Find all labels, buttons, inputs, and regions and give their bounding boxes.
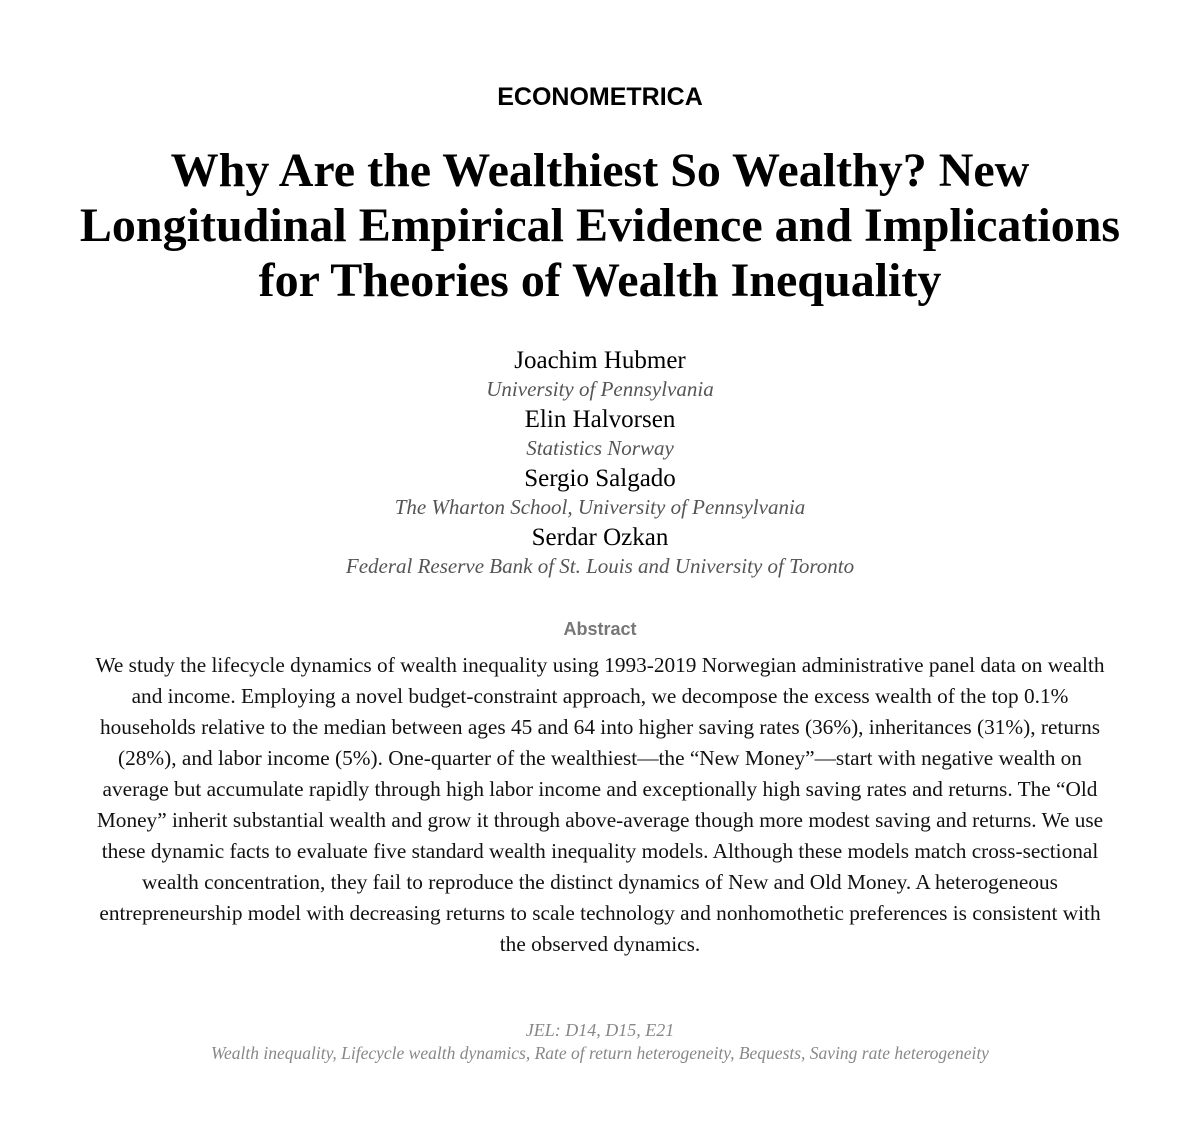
paper-title: Why Are the Wealthiest So Wealthy? New Longitudinal Empirical Evidence and Implications for Theories of Wealth Inequality [79, 144, 1121, 307]
author-name: Sergio Salgado [524, 465, 676, 492]
author-name: Serdar Ozkan [531, 524, 669, 551]
author-affiliation: Federal Reserve Bank of St. Louis and University of Toronto [345, 554, 855, 578]
keywords: Wealth inequality, Lifecycle wealth dynamics, Rate of return heterogeneity, Bequests, Saving rate heterogeneity [211, 1043, 989, 1063]
author-block [0, 345, 1200, 404]
author-list [0, 345, 1200, 581]
author-affiliation: The Wharton School, University of Pennsylvania [394, 495, 806, 519]
author-block [0, 522, 1200, 581]
abstract-heading: Abstract [563, 619, 637, 639]
author-affiliation: Statistics Norway [526, 436, 674, 460]
author-name: Joachim Hubmer [514, 347, 686, 374]
jel-codes: JEL: D14, D15, E21 [525, 1020, 675, 1040]
author-name: Elin Halvorsen [524, 406, 676, 433]
author-block [0, 463, 1200, 522]
journal-name: ECONOMETRICA [497, 83, 703, 111]
author-block [0, 404, 1200, 463]
author-affiliation: University of Pennsylvania [486, 377, 714, 401]
abstract-text: We study the lifecycle dynamics of wealth inequality using 1993-2019 Norwegian administrative panel data on wealth and income. Employing a novel budget-constraint approach, we decompose the excess wealth of the top 0.1% households relative to the median between ages 45 and 64 into higher saving rates (36%), inheritances (31%), returns (28%), and labor income (5%). One-quarter of the wealthiest—the “New Money”—start with negative wealth on average but accumulate rapidly through high labor income and exceptionally high saving rates and returns. The “Old Money” inherit substantial wealth and grow it through above-average though more modest saving and returns. We use these dynamic facts to evaluate five standard wealth inequality models. Although these models match cross-sectional wealth concentration, they fail to reproduce the distinct dynamics of New and Old Money. A heterogeneous entrepreneurship model with decreasing returns to scale technology and nonhomothetic preferences is consistent with the observed dynamics. [95, 653, 1105, 956]
